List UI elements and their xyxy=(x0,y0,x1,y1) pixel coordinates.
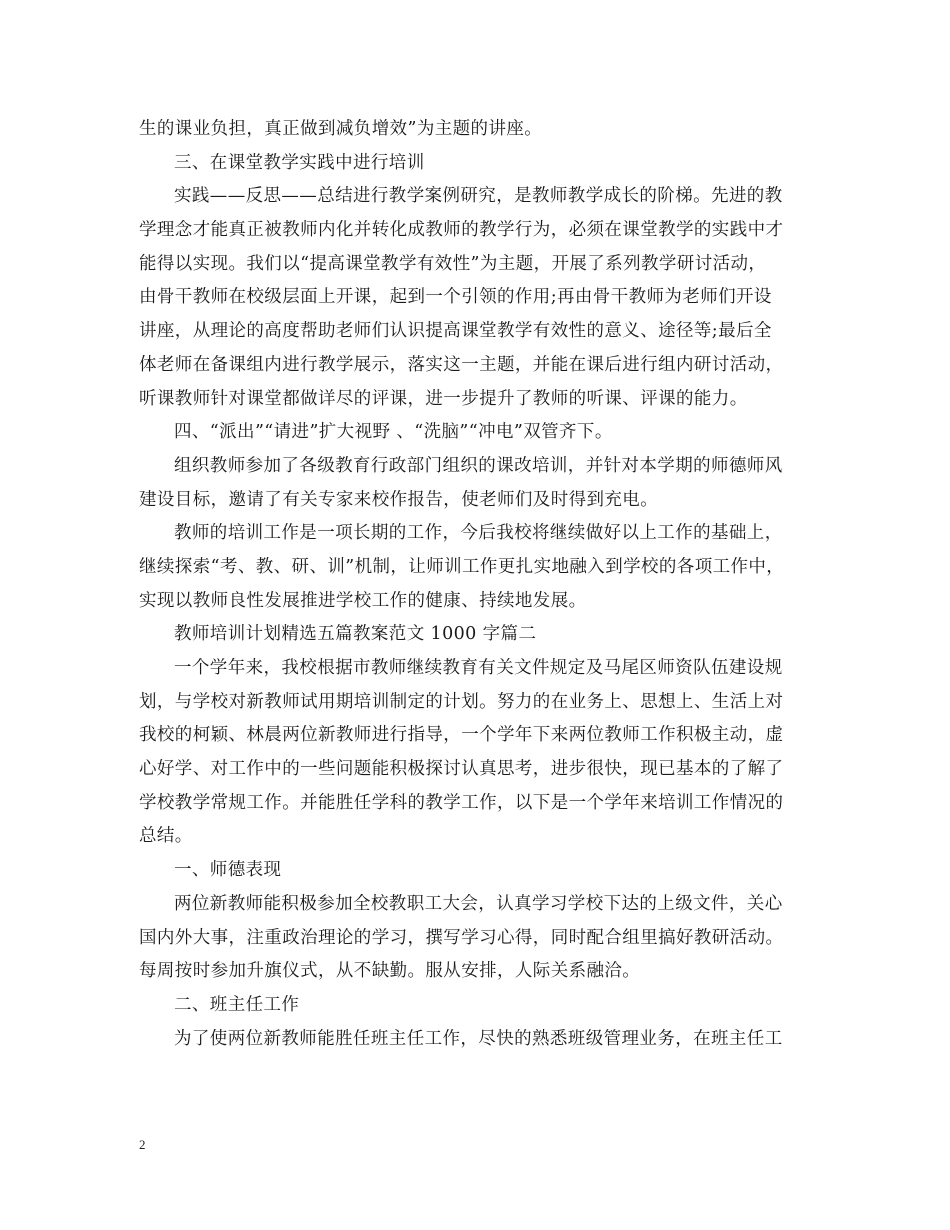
text-line: 生的课业负担，真正做到减负增效”为主题的讲座。 xyxy=(139,119,543,139)
text-line: 三、在课堂教学实践中进行培训 xyxy=(174,152,425,173)
text-line: 继续探索“考、教、研、训”机制，让师训工作更扎实地融入到学校的各项工作中， xyxy=(139,556,785,577)
text-line: 一个学年来，我校根据市教师继续教育有关文件规定及马尾区师资队伍建设规 xyxy=(174,658,783,678)
text-line: 建设目标，邀请了有关专家来校作报告，使老师们及时得到充电。 xyxy=(139,489,659,510)
text-line: 实践——反思——总结进行教学案例研究，是教师教学成长的阶梯。先进的教 xyxy=(174,186,783,207)
text-line: 国内外大事，注重政治理论的学习，撰写学习心得，同时配合组里搞好教研活动。 xyxy=(139,927,784,948)
page-number: 2 xyxy=(139,1137,146,1152)
text-line: 教师培训计划精选五篇教案范文 1000 字篇二 xyxy=(174,624,537,645)
text-line: 一、师德表现 xyxy=(174,860,282,881)
text-line: 由骨干教师在校级层面上开课，起到一个引领的作用;再由骨干教师为老师们开设 xyxy=(139,287,772,308)
text-line: 学理念才能真正被教师内化并转化成教师的教学行为，必须在课堂教学的实践中才 xyxy=(139,220,784,241)
document-body xyxy=(139,113,819,1056)
text-line: 讲座，从理论的高度帮助老师们认识提高课堂教学有效性的意义、途径等;最后全 xyxy=(139,321,772,342)
text-line: 听课教师针对课堂都做详尽的评课，进一步提升了教师的听课、评课的能力。 xyxy=(139,388,748,409)
text-line: 能得以实现。我们以“提高课堂教学有效性”为主题，开展了系列教学研讨活动， xyxy=(139,253,767,274)
text-line: 我校的柯颖、林晨两位新教师进行指导，一个学年下来两位教师工作积极主动，虚 xyxy=(139,725,784,746)
text-line: 四、“派出”“请进”扩大视野 、“洗脑”“冲电”双管齐下。 xyxy=(174,422,613,443)
text-line: 二、班主任工作 xyxy=(174,994,300,1015)
text-line: 心好学、对工作中的一些问题能积极探讨认真思考，进步很快，现已基本的了解了 xyxy=(139,759,784,780)
text-line: 学校教学常规工作。并能胜任学科的教学工作，以下是一个学年来培训工作情况的 xyxy=(139,792,784,813)
text-line: 教师的培训工作是一项长期的工作，今后我校将继续做好以上工作的基础上， xyxy=(174,523,783,544)
text-line: 两位新教师能积极参加全校教职工大会，认真学习学校下达的上级文件，关心 xyxy=(174,893,783,914)
text-line: 实现以教师良性发展推进学校工作的健康、持续地发展。 xyxy=(139,590,587,611)
text-line: 体老师在备课组内进行教学展示，落实这一主题，并能在课后进行组内研讨活动， xyxy=(139,354,784,375)
text-line: 划，与学校对新教师试用期培训制定的计划。努力的在业务上、思想上、生活上对 xyxy=(139,691,784,712)
text-line: 总结。 xyxy=(139,826,193,847)
text-line: 组织教师参加了各级教育行政部门组织的课改培训，并针对本学期的师德师风 xyxy=(174,455,783,476)
text-line: 为了使两位新教师能胜任班主任工作，尽快的熟悉班级管理业务，在班主任工 xyxy=(174,1028,783,1049)
text-line: 每周按时参加升旗仪式，从不缺勤。服从安排，人际关系融洽。 xyxy=(139,961,641,982)
